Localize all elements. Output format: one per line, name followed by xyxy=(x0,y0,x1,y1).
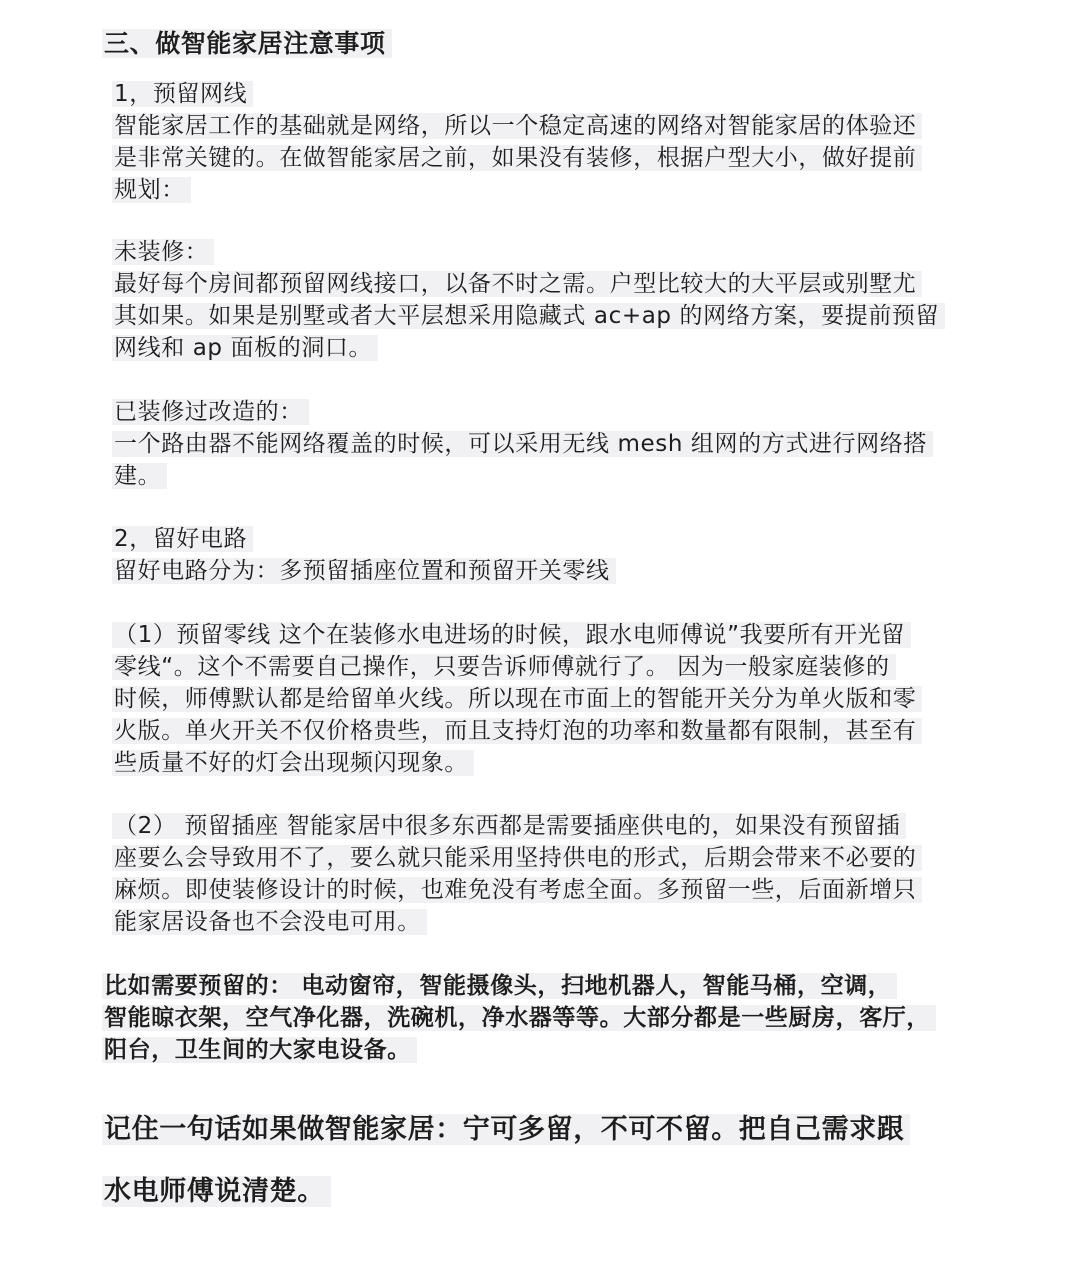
renovated-text-line: 一个路由器不能网络覆盖的时候，可以采用无线 mesh 组网的方式进行网络搭 xyxy=(112,428,933,460)
item-2-line: 能家居设备也不会没电可用。 xyxy=(112,906,427,938)
examples-line: 阳台，卫生间的大家电设备。 xyxy=(102,1034,417,1066)
unrenovated-text-line: 其如果。如果是别墅或者大平层想采用隐藏式 ac+ap 的网络方案，要提前预留 xyxy=(112,300,945,332)
unrenovated-text-line: 最好每个房间都预留网线接口，以备不时之需。户型比较大的大平层或别墅尤 xyxy=(112,268,922,300)
renovated-label: 已装修过改造的： xyxy=(112,396,309,428)
unrenovated-text-line: 网线和 ap 面板的洞口。 xyxy=(112,332,378,364)
examples-line: 比如需要预留的： 电动窗帘，智能摄像头，扫地机器人，智能马桶，空调， xyxy=(102,970,897,1002)
section-2-intro: 留好电路分为：多预留插座位置和预留开关零线 xyxy=(112,555,616,587)
item-1-line: （1）预留零线 这个在装修水电进场的时候，跟水电师傅说”我要所有开光留 xyxy=(112,619,911,651)
section-1-intro-line: 是非常关键的。在做智能家居之前，如果没有装修，根据户型大小，做好提前 xyxy=(112,142,922,174)
item-1-line: 些质量不好的灯会出现频闪现象。 xyxy=(112,747,474,779)
section-1-intro-line: 规划： xyxy=(112,174,191,206)
item-1-line: 时候，师傅默认都是给留单火线。所以现在市面上的智能开关分为单火版和零 xyxy=(112,683,922,715)
renovated-text-line: 建。 xyxy=(112,460,167,492)
section-1-heading: 1，预留网线 xyxy=(112,78,253,110)
item-1-line: 零线“。这个不需要自己操作，只要告诉师傅就行了。 因为一般家庭装修的 xyxy=(112,651,896,683)
page-title: 三、做智能家居注意事项 xyxy=(102,26,392,62)
item-2-line: 麻烦。即使装修设计的时候，也难免没有考虑全面。多预留一些，后面新增只 xyxy=(112,874,922,906)
section-2-heading: 2，留好电路 xyxy=(112,523,253,555)
summary-line: 水电师傅说清楚。 xyxy=(102,1172,331,1212)
item-2-line: 座要么会导致用不了，要么就只能采用坚持供电的形式，后期会带来不必要的 xyxy=(112,842,922,874)
section-1-intro-line: 智能家居工作的基础就是网络，所以一个稳定高速的网络对智能家居的体验还 xyxy=(112,110,922,142)
examples-line: 智能晾衣架，空气净化器，洗碗机，净水器等等。大部分都是一些厨房，客厅， xyxy=(102,1002,936,1034)
unrenovated-label: 未装修： xyxy=(112,236,214,268)
summary-line: 记住一句话如果做智能家居：宁可多留，不可不留。把自己需求跟 xyxy=(102,1110,910,1150)
item-1-line: 火版。单火开关不仅价格贵些，而且支持灯泡的功率和数量都有限制，甚至有 xyxy=(112,715,922,747)
item-2-line: （2） 预留插座 智能家居中很多东西都是需要插座供电的，如果没有预留插 xyxy=(112,810,906,842)
